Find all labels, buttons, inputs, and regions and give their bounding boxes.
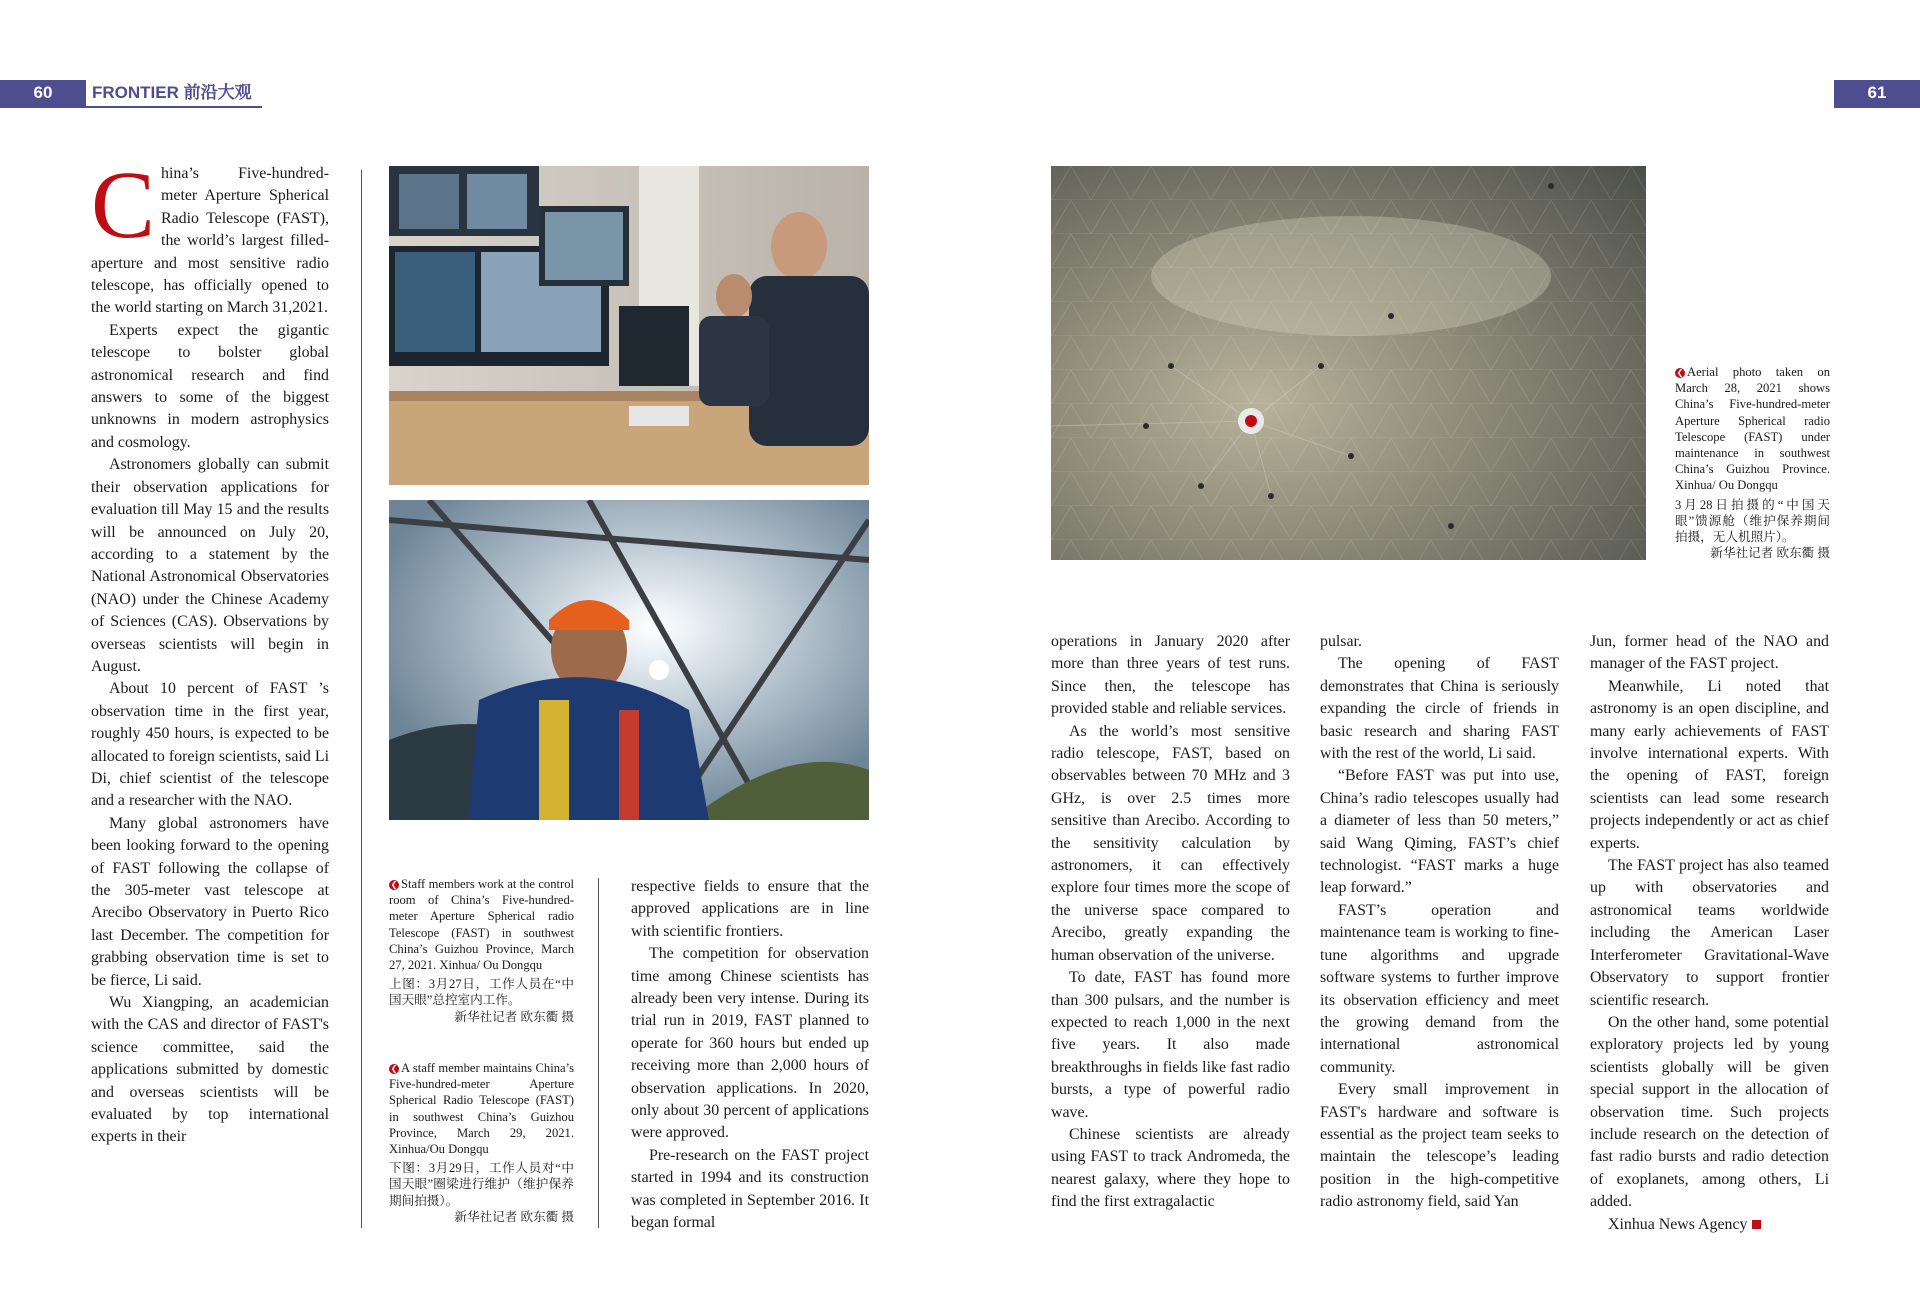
maintenance-photo bbox=[389, 500, 869, 820]
article-paragraph: Experts expect the gigantic telescope to bolster global astronomical research and find answers to some of the biggest unknowns in modern astrophysics and cosmology. bbox=[91, 321, 329, 451]
article-paragraph: About 10 percent of FAST ’s observation time in the first year, roughly 450 hours, is expected to be allocated to foreign scientists, said Li Di, chief scientist of the telescope and a researcher with the NAO. bbox=[91, 680, 329, 810]
caption-marker-icon: ❮ bbox=[390, 880, 398, 889]
article-paragraph: The opening of FAST demonstrates that China is seriously expanding the circle of friends in basic research and sharing FAST with the rest of the world, Li said. bbox=[1320, 655, 1559, 763]
control-room-photo bbox=[389, 166, 869, 485]
left-page-header bbox=[0, 80, 262, 106]
header-rule-left bbox=[0, 106, 262, 108]
article-paragraph: respective fields to ensure that the approved applications are in line with scientific frontiers. bbox=[631, 878, 869, 940]
caption-marker-icon: ❮ bbox=[1676, 368, 1684, 377]
drop-cap: C bbox=[91, 151, 156, 258]
article-paragraph: Many global astronomers have been looking forward to the opening of FAST following the collapse of the 305-meter vast telescope at Arecibo Observatory in Puerto Rico last December. The competition for grabbing observation time is set to be fierce, Li said. bbox=[91, 814, 329, 989]
article-paragraph: pulsar. bbox=[1320, 633, 1362, 650]
column-divider bbox=[361, 170, 362, 1228]
article-paragraph: As the world’s most sensitive radio telescope, FAST, based on observables between 70 MHz and 3 GHz, is over 2.5 times more sensitive than Arecibo. According to the sensitivity calculation by astronomers, it can effectively explore four times more the scope of the universe space compared to Arecibo, greatly expanding the human observation of the universe. bbox=[1051, 722, 1290, 964]
article-paragraph: Every small improvement in FAST's hardware and software is essential as the project team seeks to maintain the telescope’s leading position in the high-competitive radio astronomy field, said Yan bbox=[1320, 1081, 1559, 1211]
article-column-5 bbox=[1590, 631, 1829, 1236]
caption-credit: 新华社记者 欧东衢 摄 bbox=[454, 1209, 574, 1224]
article-paragraph: The FAST project has also teamed up with observatories and astronomical teams worldwide including the American Laser Interferometer Gravitational-Wave Observatory to support frontier scientific research. bbox=[1590, 857, 1829, 1009]
right-page-number: 61 bbox=[1834, 80, 1920, 106]
left-page-number: 60 bbox=[0, 80, 86, 106]
caption-credit: 新华社记者 欧东衢 摄 bbox=[1710, 546, 1830, 561]
maintenance-caption: ❮ A staff member maintains China’s Five-hundred-meter Aperture Spherical Radio Telescope (FAST) in southwest China’s Guizhou Province, March 29, 2021. Xinhua/Ou Dongqu 下图：3月29日，工作人员对“中国天眼”圈梁进行维护（维护保养期间拍摄）。 新华社记者 欧东衢 摄 bbox=[389, 1061, 574, 1224]
caption-divider bbox=[598, 878, 599, 1228]
article-signoff: Xinhua News Agency bbox=[1590, 1214, 1829, 1236]
article-paragraph: Pre-research on the FAST project started in 1994 and its construction was completed in September 2016. It began formal bbox=[631, 1146, 869, 1232]
caption-marker-icon: ❮ bbox=[390, 1064, 398, 1073]
article-paragraph: Wu Xiangping, an academician with the CAS and director of FAST's science committee, said the applications submitted by domestic and overseas scientists will be evaluated by top international experts in their bbox=[91, 994, 329, 1146]
article-paragraph: operations in January 2020 after more than three years of test runs. Since then, the telescope has provided stable and reliable services. bbox=[1051, 633, 1290, 718]
article-column-3 bbox=[1051, 631, 1290, 1214]
article-paragraph: On the other hand, some potential exploratory projects led by young scientists globally will be given special support in the allocation of observation time. Such projects include research on the detection of fast radio bursts and radio detection of exoplanets, among others, Li added. bbox=[1590, 1013, 1829, 1211]
article-paragraph: “Before FAST was put into use, China’s radio telescopes usually had a diameter of less than 50 meters,” said Wang Qiming, FAST’s chief technologist. “FAST marks a huge leap forward.” bbox=[1320, 767, 1559, 897]
caption-chinese: 3月28日拍摄的“中国天眼”馈源舱（维护保养期间拍摄，无人机照片）。 bbox=[1675, 497, 1830, 545]
article-column-1 bbox=[91, 151, 329, 1149]
article-paragraph: FAST’s operation and maintenance team is working to fine-tune algorithms and upgrade software systems to further improve its observation efficiency and meet the growing demand from the international astronomical community. bbox=[1320, 901, 1559, 1076]
caption-chinese: 下图：3月29日，工作人员对“中国天眼”圈梁进行维护（维护保养期间拍摄）。 bbox=[389, 1161, 574, 1208]
article-lead-paragraph: China’s Five-hundred-meter Aperture Spherical Radio Telescope (FAST), the world’s largest filled-aperture and most sensitive radio telescope, has officially opened to the world starting on March 31,2021. bbox=[91, 151, 329, 317]
section-title: FRONTIER 前沿大观 bbox=[92, 83, 252, 102]
aerial-caption: ❮ Aerial photo taken on March 28, 2021 shows China’s Five-hundred-meter Aperture Spherical radio Telescope (FAST) under maintenance in southwest China’s Guizhou Province. Xinhua/ Ou Dongqu 3月28日拍摄的“中国天眼”馈源舱（维护保养期间拍摄，无人机照片）。 新华社记者 欧东衢 摄 bbox=[1675, 365, 1830, 561]
article-column-2 bbox=[631, 876, 869, 1235]
caption-credit: 新华社记者 欧东衢 摄 bbox=[454, 1009, 574, 1024]
article-paragraph: Jun, former head of the NAO and manager of the FAST project. bbox=[1590, 633, 1829, 673]
article-paragraph: To date, FAST has found more than 300 pulsars, and the number is expected to reach 1,000 in the next five years. It also made breakthroughs in fields like fast radio bursts, a type of powerful radio wave. bbox=[1051, 969, 1290, 1121]
article-paragraph: Meanwhile, Li noted that astronomy is an open discipline, and many early achievements of FAST involve international experts. With the opening of FAST, foreign scientists can lead some research projects independently or act as chief experts. bbox=[1590, 677, 1829, 852]
article-paragraph: The competition for observation time among Chinese scientists has already been very intense. During its trial run in 2019, FAST planned to operate for 360 hours but ended up receiving more than 2,000 hours of observation applications. In 2020, only about 30 percent of applications were approved. bbox=[631, 945, 869, 1142]
aerial-photo bbox=[1051, 166, 1646, 560]
caption-chinese: 上图：3月27日，工作人员在“中国天眼”总控室内工作。 bbox=[389, 977, 574, 1008]
article-paragraph: Chinese scientists are already using FAST to track Andromeda, the nearest galaxy, where they hope to find the first extragalactic bbox=[1051, 1125, 1290, 1211]
article-column-4 bbox=[1320, 631, 1559, 1214]
article-paragraph: Astronomers globally can submit their observation applications for evaluation till May 15 and the results will be announced on July 20, according to a statement by the National Astronomical Observatories (NAO) under the Chinese Academy of Sciences (CAS). Observations by overseas scientists will begin in August. bbox=[91, 456, 329, 675]
control-room-caption: ❮ Staff members work at the control room of China’s Five-hundred-meter Aperture Spherical radio Telescope (FAST) in southwest China’s Guizhou Province, March 27, 2021. Xinhua/ Ou Dongqu 上图：3月27日，工作人员在“中国天眼”总控室内工作。 新华社记者 欧东衢 摄 bbox=[389, 877, 574, 1024]
end-mark-icon bbox=[1752, 1220, 1761, 1229]
header-rule-right bbox=[1834, 106, 1920, 108]
